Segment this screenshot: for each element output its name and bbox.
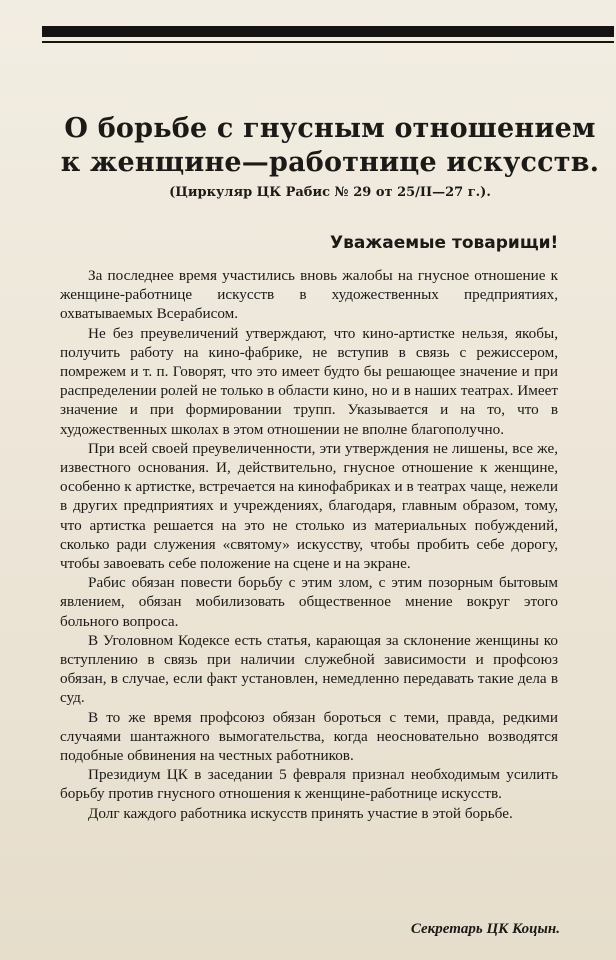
- paragraph: Рабис обязан повести борьбу с этим злом, с этим позорным бытовым явлением, обязан мобилизовать общественное мнение вокруг этого больного вопроса.: [60, 574, 558, 630]
- paragraph: В то же время профсоюз обязан бороться с теми, правда, редкими случаями шантажного вымогательства, когда неосновательно возводятся подобные обвинения на честных работников.: [60, 708, 558, 765]
- paragraph: При всей своей преувеличенности, эти утверждения не лишены, все же, известного основания. И, действительно, гнусное отношение к женщине, особенно к артистке, встречается на кинофабриках и в театрах чаще, нежели в других предприятиях и учреждениях, благодаря, главным образом, тому, что артистка решается на это не столько из материальных побуждений, сколько ради служения «святому» искусству, чтобы пробить себе дорогу, чтобы завоевать себе положение на сцене и на экране.: [60, 439, 558, 573]
- headline: О борьбе с гнусным отношением к женщине—работнице искусств.: [60, 113, 600, 178]
- header-rule-thin: [42, 41, 614, 43]
- body-text: [60, 266, 558, 823]
- paragraph: За последнее время участились вновь жалобы на гнусное отношение к женщине-работнице искусств в художественных предприятиях, охватываемых Всерабисом.: [60, 267, 558, 323]
- header-rule-thick: [42, 26, 614, 37]
- paragraph: Не без преувеличений утверждают, что кино-артистке нельзя, якобы, получить работу на кино-фабрике, не вступив в связь с режиссером, помрежем и т. п. Говорят, что это имеет будто бы решающее значение и при распределении ролей не только в области кино, но и в наших театрах. Имеет значение и при формировании трупп. Указывается и на то, что в художественных школах в этом отношении не вполне благополучно.: [60, 324, 558, 438]
- paragraph: В Уголовном Кодексе есть статья, карающая за склонение женщины ко вступлению в связь при наличии служебной зависимости и профсоюз обязан, в случае, если факт установлен, немедленно передавать такие дела в суд.: [60, 631, 558, 707]
- signature: Секретарь ЦК Коцын.: [410, 921, 560, 937]
- paragraph: Долг каждого работника искусств принять участие в этой борьбе.: [88, 804, 513, 822]
- greeting: Уважаемые товарищи!: [330, 233, 559, 253]
- paragraph: Президиум ЦК в заседании 5 февраля признал необходимым усилить борьбу против гнусного отношения к женщине-работнице искусств.: [60, 766, 558, 803]
- circular-reference: (Циркуляр ЦК Рабис № 29 от 25/II—27 г.).: [169, 185, 491, 200]
